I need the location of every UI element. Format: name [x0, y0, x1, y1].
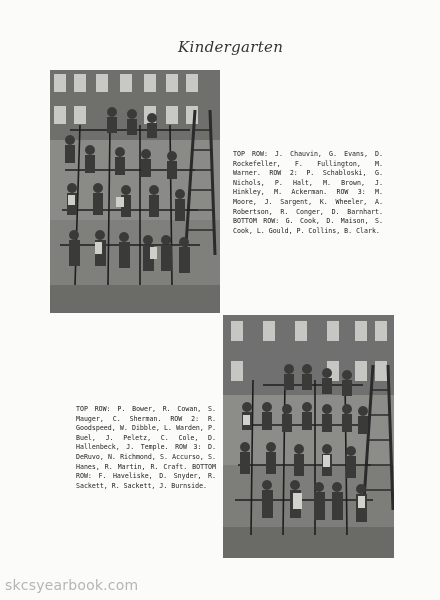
- class-photo-2: [223, 315, 394, 558]
- class-photo-1: [50, 70, 220, 313]
- class-photo-2-image: [223, 315, 394, 558]
- photo-1-caption: TOP ROW: J. Chauvin, G. Evans, D. Rockefeller, F. Fullington, M. Warner. ROW 2: P. Schabloski, G. Nichols, P. Halt, M. Brown, J. Hinkley, M. Ackerman. ROW 3: M. Moore, J. Sargent, K. Wheeler, A. Robertson, R. Conger, D. Barnhart. BOTTOM ROW: G. Cook, D. Maison, S. Cook, L. Gould, P. Collins, B. Clark.: [233, 150, 383, 235]
- class-photo-1-image: [50, 70, 220, 313]
- page-title: Kindergarten: [178, 38, 284, 56]
- photo-2-caption: TOP ROW: P. Bower, R. Cowan, S. Mauger, C. Sherman. ROW 2: R. Goodspeed, W. Dibble, L. Warden, P. Buel, J. Peletz, C. Cole, D. Hallenbeck, J. Temple. ROW 3: D. DeRuvo, N. Richmond, S. Accurso, S. Hanes, R. Martin, R. Craft. BOTTOM ROW: F. Haveliske, D. Snyder, R. Sackett, R. Sackett, J. Burnside.: [76, 405, 216, 490]
- site-watermark: skcsyearbook.com: [5, 578, 139, 594]
